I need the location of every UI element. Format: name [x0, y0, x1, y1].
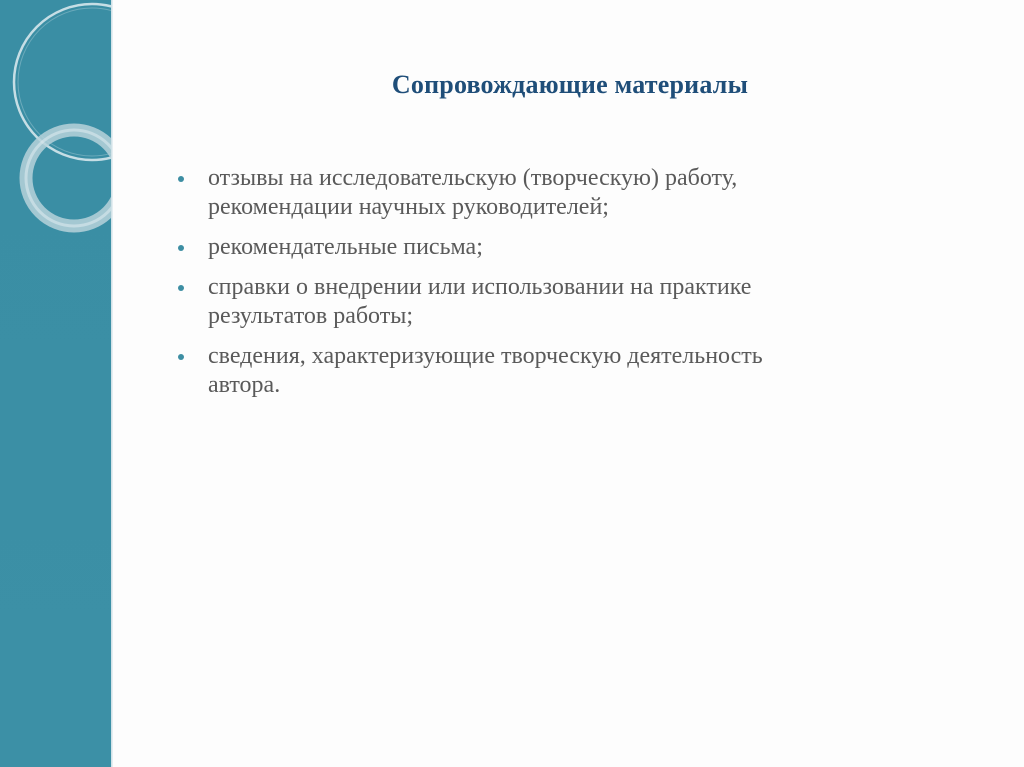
list-item	[175, 342, 955, 400]
bullet-list	[175, 164, 955, 411]
bullet-dot-icon	[178, 176, 184, 182]
bullet-dot-icon	[178, 354, 184, 360]
slide-title: Сопровождающие материалы	[391, 70, 749, 99]
list-item-line: сведения, характеризующие творческую деятельность	[208, 343, 763, 369]
bullet-dot-icon	[178, 285, 184, 291]
list-item-line: автора.	[208, 372, 281, 398]
ring-circle-highlight	[26, 130, 111, 226]
list-item-line: результатов работы;	[208, 303, 414, 329]
list-item-line: справки о внедрении или использовании на практике	[208, 274, 752, 300]
list-item-line: отзывы на исследовательскую (творческую) работу,	[208, 165, 738, 191]
decorative-sidebar	[0, 0, 111, 767]
list-item	[175, 164, 955, 222]
list-item-line: рекомендации научных руководителей;	[208, 194, 609, 220]
list-item-line: рекомендательные письма;	[208, 234, 483, 260]
decorative-circles	[0, 0, 111, 767]
bullet-dot-icon	[178, 245, 184, 251]
sidebar-edge-divider	[111, 0, 113, 767]
list-item	[175, 233, 955, 262]
list-item	[175, 273, 955, 331]
